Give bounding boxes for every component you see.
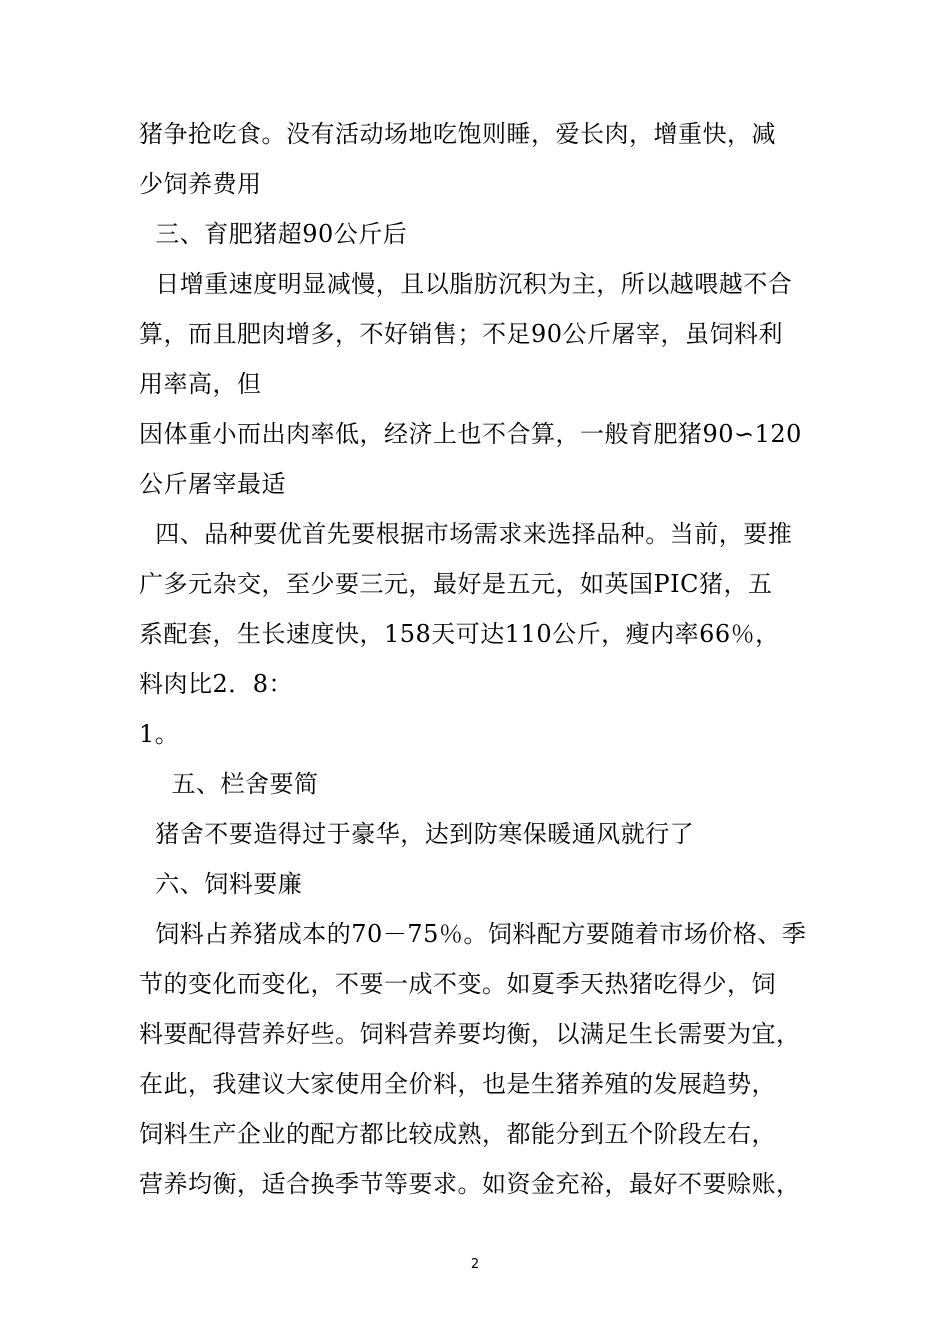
section-heading: 五、栏舍要简 xyxy=(139,770,319,798)
text-line: 公斤屠宰最适 xyxy=(139,470,286,498)
text-line: 用率高，但 xyxy=(139,370,262,398)
text-line: 系配套，生长速度快，158天可达110公斤，瘦内率66％， xyxy=(139,620,780,648)
text-line: 营养均衡，适合换季节等要求。如资金充裕，最好不要赊账， xyxy=(139,1170,801,1198)
text-line: 日增重速度明显减慢，且以脂肪沉积为主，所以越喂越不合 xyxy=(139,270,793,298)
text-line: 料肉比2．8： xyxy=(139,670,294,698)
section-heading: 四、品种要优首先要根据市场需求来选择品种。当前，要推 xyxy=(139,520,793,548)
text-line: 少饲养费用 xyxy=(139,170,262,198)
text-line: 料要配得营养好些。饲料营养要均衡，以满足生长需要为宜， xyxy=(139,1020,801,1048)
text-line: 饲料占养猪成本的70－75％。饲料配方要随着市场价格、季 xyxy=(139,920,807,948)
text-line: 节的变化而变化，不要一成不变。如夏季天热猪吃得少，饲 xyxy=(139,970,776,998)
text-line: 1。 xyxy=(139,720,180,748)
text-line: 猪舍不要造得过于豪华，达到防寒保暖通风就行了 xyxy=(139,820,695,848)
text-line: 算，而且肥肉增多，不好销售；不足90公斤屠宰，虽饲料利 xyxy=(139,320,784,348)
text-line: 在此，我建议大家使用全价料，也是生猪养殖的发展趋势， xyxy=(139,1070,776,1098)
text-line: 饲料生产企业的配方都比较成熟，都能分到五个阶段左右， xyxy=(139,1120,776,1148)
text-line: 猪争抢吃食。没有活动场地吃饱则睡，爱长肉，增重快，减 xyxy=(139,120,776,148)
section-heading: 三、育肥猪超90公斤后 xyxy=(139,220,408,248)
page-number: 2 xyxy=(470,1257,480,1272)
section-heading: 六、饲料要廉 xyxy=(139,870,303,898)
text-line: 广多元杂交，至少要三元，最好是五元，如英国PIC猪，五 xyxy=(139,570,773,598)
text-line: 因体重小而出肉率低，经济上也不合算，一般育肥猪90∽120 xyxy=(139,420,802,448)
